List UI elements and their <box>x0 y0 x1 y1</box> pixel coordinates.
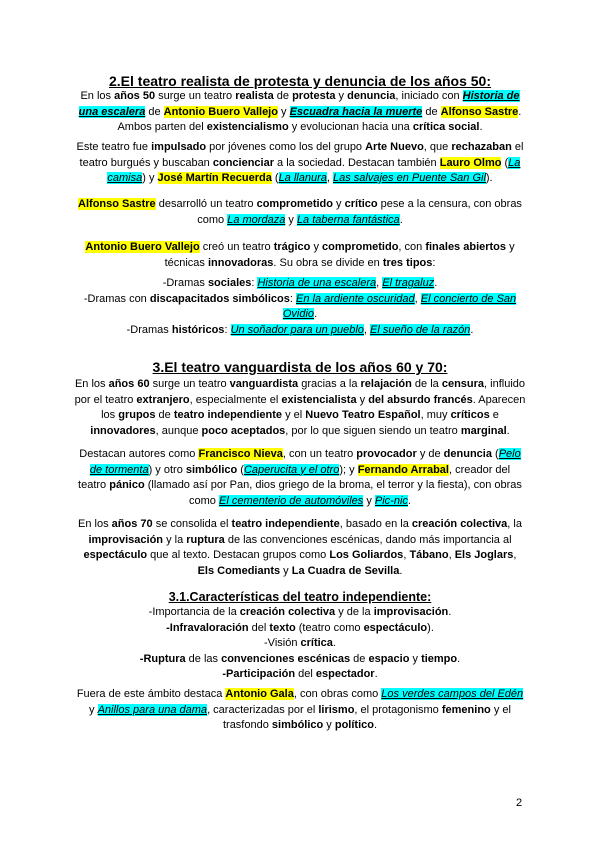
work-title: El tragaluz <box>382 277 435 289</box>
work-title: Pic-nic <box>374 494 408 507</box>
list-item: -Infravaloración del texto (teatro como espectáculo). <box>166 621 434 634</box>
section-3-1-paragraph <box>72 687 528 734</box>
list-item: -Dramas con discapacitados simbólicos: En la ardiente oscuridad, El concierto de San <box>83 292 517 305</box>
line: camisa) y José Martín Recuerda (La llanura, Las salvajes en Puente San Gil). <box>107 172 493 184</box>
line: y Anillos para una dama, caracterizadas por el lirismo, el protagonismo femenino y el <box>89 703 511 716</box>
line: una escalera de Antonio Buero Vallejo y Escuadra hacia la muerte de Alfonso Sastre. <box>78 105 522 118</box>
line: improvisación y la ruptura de las convenciones escénicas, dando más importancia al <box>88 533 512 546</box>
independent-theatre-list <box>72 605 528 683</box>
section-3-title: 3.El teatro vanguardista de los años 60 y 70: <box>152 359 448 375</box>
line: En los años 70 se consolida el teatro independiente, basado en la creación colectiva, la <box>78 518 522 530</box>
section-3-paragraph-1 <box>72 377 528 439</box>
line: En los años 50 surge un teatro realista de protesta y denuncia, iniciado con Historia de <box>80 90 520 102</box>
buero-works-list <box>72 276 528 338</box>
work-title: camisa <box>107 172 143 184</box>
line: Antonio Buero Vallejo creó un teatro trágico y comprometido, con finales abiertos y <box>85 241 515 253</box>
line: por el teatro extranjero, especialmente el existencialista y del absurdo francés. Aparecen <box>74 393 526 406</box>
work-title: La llanura <box>278 172 327 184</box>
list-item: -Dramas históricos: Un soñador para un pueblo, El sueño de la razón. <box>126 323 474 336</box>
line: Fuera de este ámbito destaca Antonio Gala, con obras como Los verdes campos del Edén <box>76 688 524 700</box>
work-title: La taberna fantástica <box>296 213 400 226</box>
author-name: Antonio Buero Vallejo <box>85 241 200 253</box>
line: En los años 60 surge un teatro vanguardista gracias a la relajación de la censura, influido <box>74 378 526 390</box>
list-item: -Participación del espectador. <box>222 668 378 680</box>
work-title: En la ardiente oscuridad <box>296 292 415 305</box>
author-name: Lauro Olmo <box>439 156 502 169</box>
page-number: 2 <box>516 797 523 809</box>
line: teatro pánico (llamado así por Pan, dios griego de la broma, el terror y la fiesta), con obras <box>78 479 522 491</box>
work-title: Pelo <box>498 448 521 460</box>
section-3-1-title: 3.1.Características del teatro independiente: <box>168 590 432 604</box>
line: innovadores, aunque poco aceptados, por lo que siguen siendo un teatro marginal. <box>90 424 510 437</box>
line: Alfonso Sastre desarrolló un teatro comprometido y crítico pese a la censura, con obras <box>78 198 522 210</box>
work-title: de tormenta <box>89 463 149 476</box>
work-title: Ovidio <box>282 308 315 320</box>
work-title: Los verdes campos del Edén <box>381 688 524 700</box>
line: Ambos parten del existencialismo y evolucionan hacia una crítica social. <box>117 121 483 133</box>
author-name: Fernando Arrabal <box>357 463 449 476</box>
author-name: Alfonso Sastre <box>440 105 519 118</box>
work-title: La mordaza <box>227 213 286 226</box>
section-2-paragraph-3 <box>72 197 528 228</box>
line: de tormenta) y otro simbólico (Caperucita y el otro); y Fernando Arrabal, creador del <box>89 463 511 476</box>
section-3-paragraph-3 <box>72 517 528 579</box>
line: técnicas innovadoras. Su obra se divide en tres tipos: <box>164 256 436 269</box>
line: como La mordaza y La taberna fantástica. <box>197 213 403 226</box>
line: trasfondo simbólico y político. <box>222 719 378 731</box>
work-title: Las salvajes en Puente San Gil <box>333 172 486 184</box>
work-title: una escalera <box>78 105 146 118</box>
list-item: -Importancia de la creación colectiva y de la improvisación. <box>148 606 452 618</box>
list-item: -Visión crítica. <box>264 637 336 649</box>
work-title: El concierto de San <box>420 292 517 305</box>
line: Els Comediants y La Cuadra de Sevilla. <box>197 564 403 577</box>
work-title: La <box>508 156 521 169</box>
section-2-paragraph-2 <box>72 140 528 187</box>
list-item: -Dramas sociales: Historia de una escalera, El tragaluz. <box>162 277 438 289</box>
work-title: Historia de <box>462 90 520 102</box>
line: teatro burgués y buscaban concienciar a la sociedad. Destacan también Lauro Olmo (La <box>79 156 521 169</box>
section-2-paragraph-4 <box>72 240 528 271</box>
work-title: Historia de una escalera <box>257 277 377 289</box>
work-title: El sueño de la razón <box>370 323 471 336</box>
line: los grupos de teatro independiente y el Nuevo Teatro Español, muy críticos e <box>101 409 499 421</box>
section-2-paragraph-1 <box>72 89 528 136</box>
work-title: Un soñador para un pueblo <box>230 323 364 336</box>
author-name: José Martín Recuerda <box>157 172 272 184</box>
line: Ovidio. <box>282 308 318 320</box>
work-title: Caperucita y el otro <box>243 463 340 476</box>
author-name: Antonio Gala <box>225 688 294 700</box>
author-name: Francisco Nieva <box>198 448 283 460</box>
work-title: El cementerio de automóviles <box>218 494 364 507</box>
work-title: Anillos para una dama <box>97 703 208 716</box>
work-title: Escuadra hacia la muerte <box>289 105 423 118</box>
line: espectáculo que al texto. Destacan grupos como Los Goliardos, Tábano, Els Joglars, <box>83 549 517 561</box>
list-item: -Ruptura de las convenciones escénicas de espacio y tiempo. <box>139 652 461 665</box>
author-name: Alfonso Sastre <box>78 198 156 210</box>
author-name: Antonio Buero Vallejo <box>163 105 278 118</box>
section-2-title: 2.El teatro realista de protesta y denuncia de los años 50: <box>108 73 492 89</box>
section-3-paragraph-2 <box>72 447 528 509</box>
line: Este teatro fue impulsado por jóvenes como los del grupo Arte Nuevo, que rechazaban el <box>76 141 524 153</box>
line: Destacan autores como Francisco Nieva, con un teatro provocador y de denuncia (Pelo <box>79 448 521 460</box>
line: como El cementerio de automóviles y Pic-nic. <box>189 494 411 507</box>
